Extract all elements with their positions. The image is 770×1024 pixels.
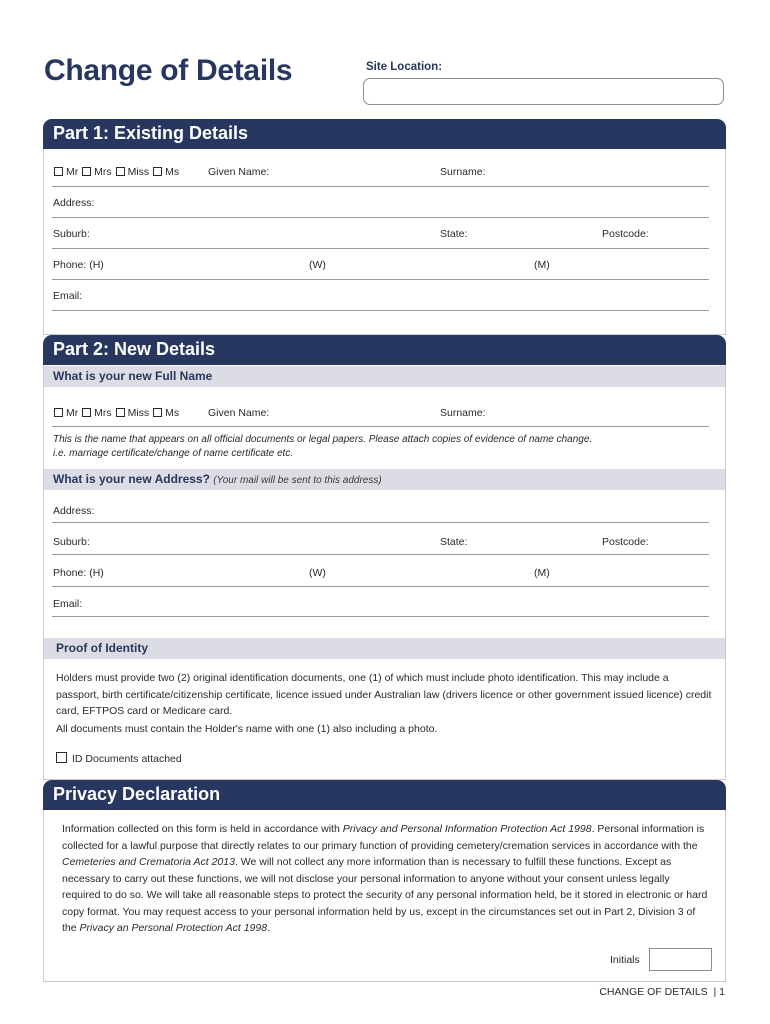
checkbox-icon[interactable] [54, 408, 63, 417]
checkbox-icon[interactable] [82, 408, 91, 417]
new-phone-home-label: Phone: (H) [53, 567, 104, 579]
new-address-label: Address: [53, 505, 95, 517]
phone-work-label: (W) [309, 259, 326, 271]
page-footer: CHANGE OF DETAILS | 1 [599, 986, 725, 998]
site-location-field[interactable] [363, 78, 724, 105]
proof-of-identity-subheading: Proof of Identity [44, 638, 725, 659]
id-documents-attached[interactable]: ID Documents attached [56, 752, 182, 765]
checkbox-icon[interactable] [82, 167, 91, 176]
checkbox-icon[interactable] [116, 167, 125, 176]
title-option-mrs[interactable]: Mrs [82, 166, 113, 178]
checkbox-icon[interactable] [153, 167, 162, 176]
new-email-field-line[interactable] [52, 616, 709, 617]
new-name-field-line[interactable] [52, 426, 709, 427]
phone-field-line[interactable] [52, 279, 709, 280]
suburb-field-line[interactable] [52, 248, 709, 249]
title-option-mrs[interactable]: Mrs [82, 407, 113, 419]
new-email-label: Email: [53, 598, 83, 610]
proof-of-identity-text-2: All documents must contain the Holder's name with one (1) also including a photo. [56, 723, 438, 735]
title-option-miss[interactable]: Miss [116, 166, 151, 178]
checkbox-icon[interactable] [116, 408, 125, 417]
checkbox-icon[interactable] [56, 752, 67, 763]
privacy-heading: Privacy Declaration [43, 780, 726, 810]
name-field-line[interactable] [52, 186, 709, 187]
phone-home-label: Phone: (H) [53, 259, 104, 271]
postcode-label: Postcode: [602, 228, 649, 240]
address-label: Address: [53, 197, 95, 209]
new-phone-work-label: (W) [309, 567, 326, 579]
checkbox-icon[interactable] [54, 167, 63, 176]
address-bar-note: (Your mail will be sent to this address) [213, 475, 382, 486]
new-address-field-line[interactable] [52, 522, 709, 523]
initials-label: Initials [610, 954, 640, 966]
email-label: Email: [53, 290, 83, 302]
part1-title-options [54, 166, 180, 178]
email-field-line[interactable] [52, 310, 709, 311]
title-option-mr[interactable]: Mr [54, 407, 79, 419]
new-suburb-label: Suburb: [53, 536, 90, 548]
given-name-label: Given Name: [208, 166, 270, 178]
site-location-label: Site Location: [366, 61, 443, 73]
title-option-ms[interactable]: Ms [153, 407, 180, 419]
new-surname-label: Surname: [440, 407, 486, 419]
checkbox-icon[interactable] [153, 408, 162, 417]
name-change-note: This is the name that appears on all official documents or legal papers. Please attach copies of evidence of name change. i.e. marriage certificate/change of name certificate etc. [53, 434, 593, 459]
new-suburb-field-line[interactable] [52, 554, 709, 555]
privacy-text: Information collected on this form is held in accordance with Privacy and Personal Information Protection Act 1998. Personal information is collected for a lawful purpose that directly relates to our primary function of providing cemetery/cremation services in accordance with the Cemeteries and Crematoria Act 2013. We will not collect any more information than is necessary to fulfill these functions. Except as necessary to carry out these functions, we will not disclose your personal information to anyone without your consent unless legally required to do so. We will take all reasonable steps to protect the security of any personal information held, be it stored in electronic or hard copy format. You may request access to your personal information held by us, except in the circumstances set out in Part 2, Division 3 of the Privacy an Personal Protection Act 1998. [62, 823, 708, 934]
part1-heading: Part 1: Existing Details [43, 119, 726, 149]
surname-label: Surname: [440, 166, 486, 178]
new-address-subheading: What is your new Address? (Your mail will be sent to this address) [44, 469, 725, 490]
title-option-miss[interactable]: Miss [116, 407, 151, 419]
new-phone-mobile-label: (M) [534, 567, 550, 579]
phone-mobile-label: (M) [534, 259, 550, 271]
part2-heading: Part 2: New Details [43, 335, 726, 365]
title-option-ms[interactable]: Ms [153, 166, 180, 178]
new-given-name-label: Given Name: [208, 407, 270, 419]
proof-of-identity-text: Holders must provide two (2) original identification documents, one (1) of which must include photo identification. This may include a passport, birth certificate/citizenship certificate, licence issued under Australian law (drivers licence or other government issued licence) credit card, EFTPOS card or Medicare card. [56, 672, 712, 717]
suburb-label: Suburb: [53, 228, 90, 240]
new-postcode-label: Postcode: [602, 536, 649, 548]
new-phone-field-line[interactable] [52, 586, 709, 587]
part2-title-options [54, 407, 180, 419]
initials-field[interactable] [649, 948, 712, 971]
page-title: Change of Details [44, 54, 293, 87]
title-option-mr[interactable]: Mr [54, 166, 79, 178]
address-field-line[interactable] [52, 217, 709, 218]
new-state-label: State: [440, 536, 468, 548]
full-name-subheading: What is your new Full Name [44, 366, 725, 387]
state-label: State: [440, 228, 468, 240]
